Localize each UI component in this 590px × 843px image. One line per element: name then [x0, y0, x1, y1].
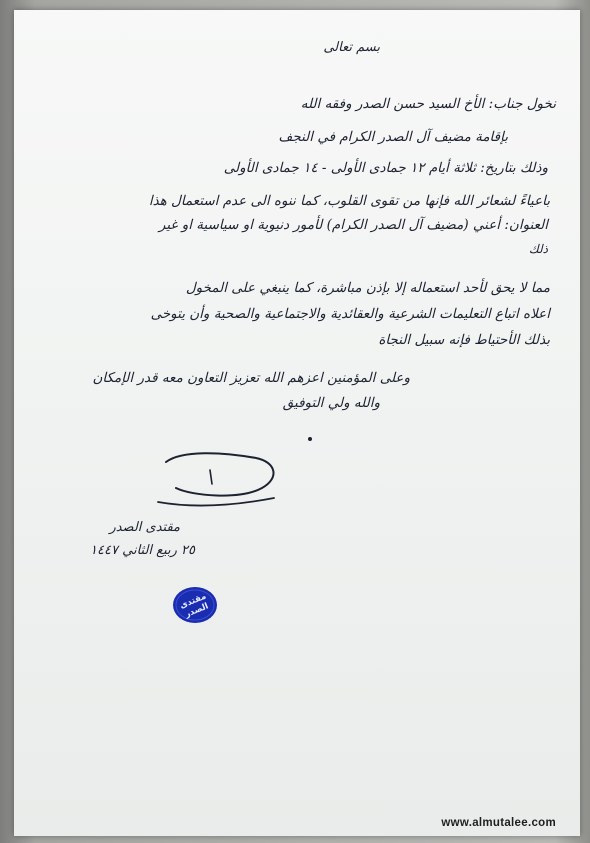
letter-line-9: بذلك الأحتياط فإنه سبيل النجاة — [378, 332, 550, 348]
site-watermark: www.almutalee.com — [441, 817, 556, 829]
letter-line-2: بإقامة مضيف آل الصدر الكرام في النجف — [278, 129, 508, 145]
letter-paper — [14, 10, 580, 836]
letter-line-7: مما لا يحق لأحد استعماله إلا بإذن مباشرة، كما ينبغي على المخول — [185, 280, 550, 296]
letter-line-1: نخول جناب: الأخ السيد حسن الصدر وفقه الله — [300, 96, 556, 112]
letter-line-10: وعلى المؤمنين اعزهم الله تعزيز التعاون معه قدر الإمكان — [92, 370, 410, 386]
seal-stamp — [172, 586, 218, 624]
letter-line-4: باعياءً لشعائر الله فإنها من تقوى القلوب، كما ننوه الى عدم استعمال هذا — [148, 193, 550, 209]
letter-line-8: اعلاه اتباع التعليمات الشرعية والعقائدية والاجتماعية والصحية وأن يتوخى — [150, 306, 550, 322]
seal-text: مقتدى الصدر — [178, 591, 211, 620]
basmala-heading: بسم تعالى — [323, 40, 380, 55]
signature-scribble — [152, 448, 282, 514]
letter-line-11: والله ولي التوفيق — [282, 395, 380, 411]
letter-line-3: وذلك بتاريخ: ثلاثة أيام ١٢ جمادى الأولى - ١٤ جمادى الأولى — [223, 160, 548, 176]
letter-line-5: العنوان: أعني (مضيف آل الصدر الكرام) لأمور دنيوية او سياسية او غير — [158, 217, 548, 233]
signature-name: مقتدى الصدر — [109, 520, 180, 535]
ink-dot — [308, 437, 312, 441]
letter-line-6: ذلك — [528, 242, 548, 256]
signature-date: ٢٥ ربيع الثاني ١٤٤٧ — [90, 543, 195, 558]
